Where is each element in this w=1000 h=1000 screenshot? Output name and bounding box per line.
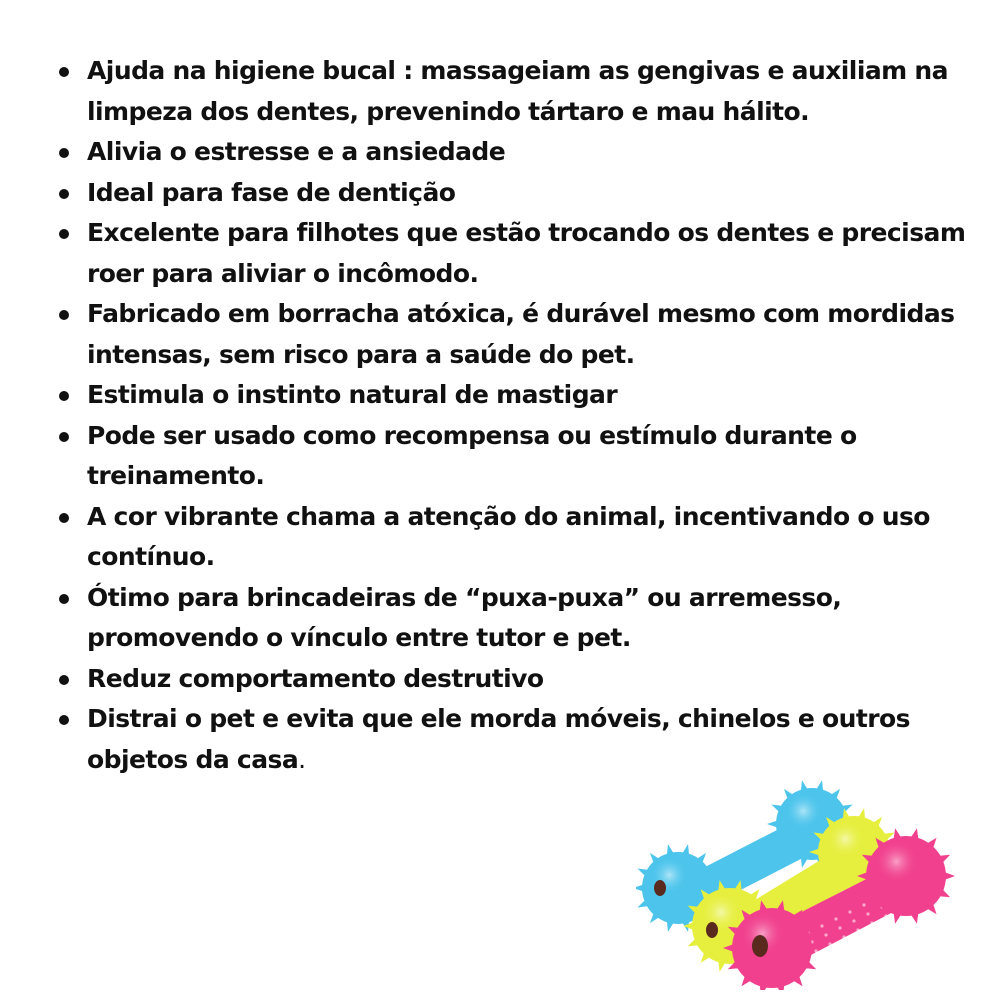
toy-texture-dot bbox=[842, 935, 845, 938]
list-item bbox=[56, 375, 976, 416]
list-item bbox=[56, 51, 976, 132]
list-item bbox=[56, 173, 976, 214]
toy-texture-dot bbox=[824, 933, 827, 936]
toy-texture-dot bbox=[852, 919, 855, 922]
toy-texture-dot bbox=[834, 917, 837, 920]
toy-texture-dot bbox=[814, 949, 817, 952]
list-item bbox=[56, 294, 976, 375]
bullet-icon bbox=[59, 310, 69, 320]
toy-texture-dot bbox=[828, 942, 831, 945]
bullet-icon bbox=[59, 675, 69, 685]
benefit-text: Ótimo para brincadeiras de “puxa-puxa” ou arremesso, promovendo o vínculo entre tutor e pet. bbox=[87, 582, 842, 652]
benefit-text: Distrai o pet e evita que ele morda móveis, chinelos e outros objetos da casa bbox=[87, 704, 910, 774]
list-item bbox=[56, 416, 976, 497]
list-item bbox=[56, 659, 976, 700]
bullet-icon bbox=[59, 715, 69, 725]
bullet-icon bbox=[59, 67, 69, 77]
list-item bbox=[56, 132, 976, 173]
list-item bbox=[56, 213, 976, 294]
bullet-icon bbox=[59, 189, 69, 199]
dog-chew-toys-image bbox=[636, 780, 956, 990]
benefit-text: Estimula o instinto natural de mastigar bbox=[87, 380, 618, 409]
benefit-text: Ideal para fase de dentição bbox=[87, 177, 456, 207]
benefit-text: Fabricado em borracha atóxica, é durável mesmo com mordidas intensas, sem risco para a saúde do pet. bbox=[87, 299, 955, 369]
list-item bbox=[56, 699, 976, 780]
toy-texture-dot bbox=[848, 910, 851, 913]
toy-texture-dot bbox=[838, 926, 841, 929]
benefit-text: A cor vibrante chama a atenção do animal, incentivando o uso contínuo. bbox=[87, 501, 930, 571]
toy-texture-dot bbox=[884, 914, 887, 917]
trailing-period: . bbox=[298, 744, 306, 774]
bullet-icon bbox=[59, 391, 69, 401]
toy-texture-dot bbox=[820, 924, 823, 927]
list-item bbox=[56, 497, 976, 578]
bullet-icon bbox=[59, 594, 69, 604]
toy-texture-dot bbox=[856, 928, 859, 931]
bullet-icon bbox=[59, 148, 69, 158]
bullet-icon bbox=[59, 229, 69, 239]
list-item bbox=[56, 578, 976, 659]
benefit-text: Reduz comportamento destrutivo bbox=[87, 663, 544, 693]
benefit-text: Ajuda na higiene bucal : massageiam as gengivas e auxiliam na limpeza dos dentes, prevenindo tártaro e mau hálito. bbox=[87, 56, 948, 126]
benefits-list bbox=[56, 51, 976, 780]
toy-texture-dot bbox=[862, 903, 865, 906]
bullet-icon bbox=[59, 513, 69, 523]
benefit-text: Alivia o estresse e a ansiedade bbox=[87, 137, 506, 166]
benefit-text: Excelente para filhotes que estão trocando os dentes e precisam roer para aliviar o incômodo. bbox=[87, 218, 966, 288]
toy-texture-dot bbox=[866, 912, 869, 915]
bullet-icon bbox=[59, 432, 69, 442]
toy-texture-dot bbox=[870, 921, 873, 924]
benefit-text: Pode ser usado como recompensa ou estímulo durante o treinamento. bbox=[87, 420, 857, 490]
